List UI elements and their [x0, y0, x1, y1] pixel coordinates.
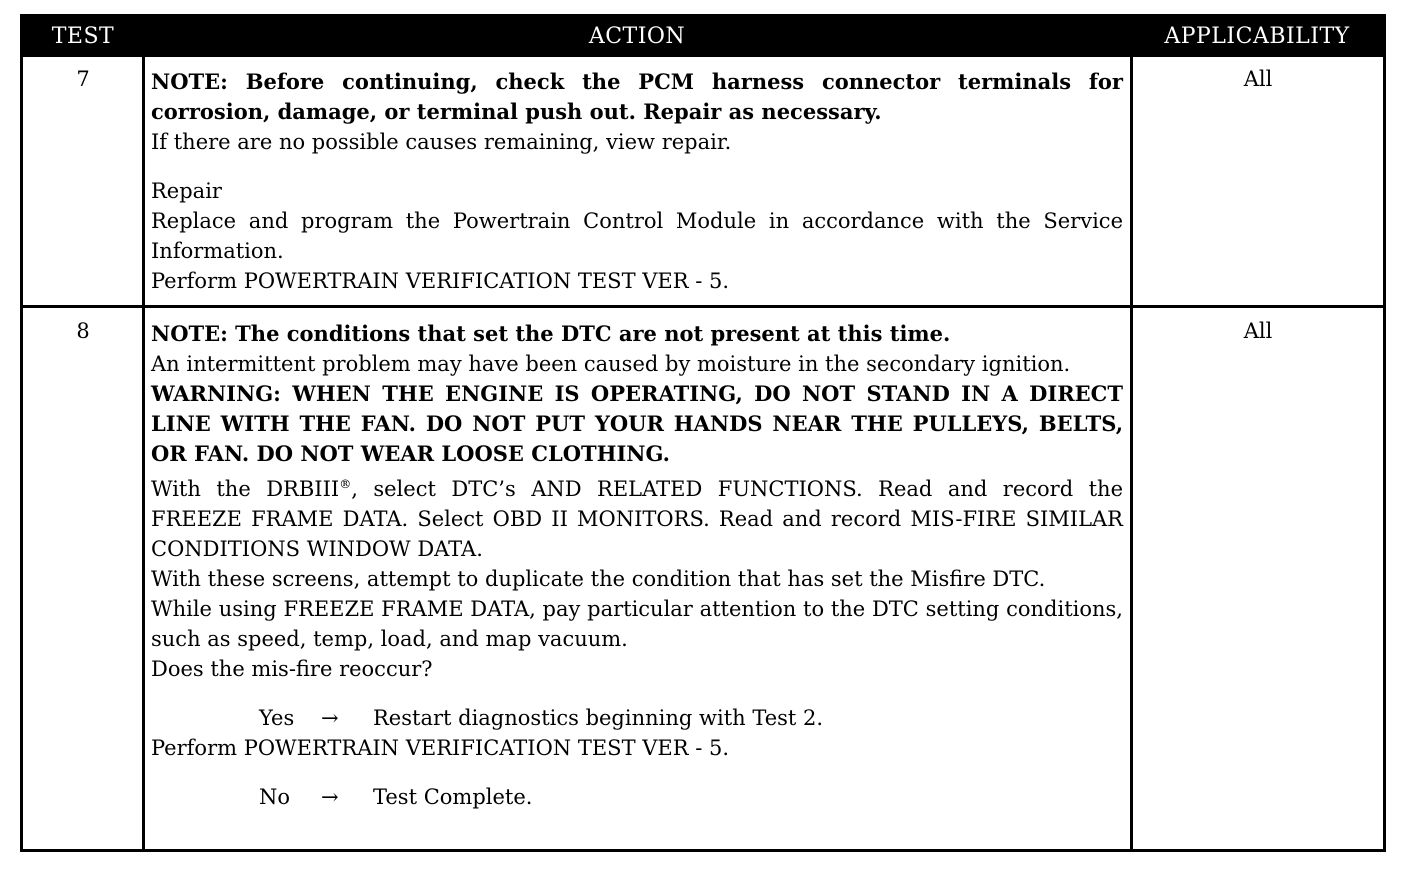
arrow-icon: →: [321, 785, 339, 809]
instruction-text: If there are no possible causes remaining, view repair.: [151, 130, 732, 154]
action-cell-7: [151, 67, 1123, 296]
column-divider: [142, 57, 145, 849]
warning-text: WARNING: WHEN THE ENGINE IS OPERATING, DO NOT STAND IN A DIRECT LINE WITH THE FAN. DO NOT PUT YOUR HANDS NEAR THE PULLEYS, BELTS, OR FAN. DO NOT WEAR LOOSE CLOTHING.: [151, 381, 1123, 466]
table-header: [23, 17, 1383, 57]
instruction-text: An intermittent problem may have been caused by moisture in the secondary ignition.: [151, 352, 1071, 376]
instruction-text: While using FREEZE FRAME DATA, pay particular attention to the DTC setting conditions, such as speed, temp, load, and map vacuum.: [151, 597, 1123, 651]
instruction-text: With these screens, attempt to duplicate the condition that has set the Misfire DTC.: [151, 567, 1046, 591]
no-label: No: [259, 785, 291, 809]
answer-no: [151, 782, 1123, 812]
header-test: TEST: [51, 24, 115, 49]
repair-verify-text: Perform POWERTRAIN VERIFICATION TEST VER - 5.: [151, 269, 730, 293]
action-cell-8: [151, 319, 1123, 812]
header-applicability: APPLICABILITY: [1164, 24, 1350, 49]
header-action: ACTION: [588, 24, 686, 49]
registered-mark: ®: [339, 477, 352, 491]
diagnostic-table: [20, 14, 1386, 852]
applicability-7: All: [1243, 67, 1273, 91]
row-divider: [23, 305, 1383, 308]
test-number-8: 8: [76, 319, 90, 343]
yes-verify-text: Perform POWERTRAIN VERIFICATION TEST VER - 5.: [151, 736, 730, 760]
applicability-8: All: [1243, 319, 1273, 343]
instruction-text: With the DRBIII®, select DTC’s AND RELATED FUNCTIONS. Read and record the FREEZE FRAME DATA. Select OBD II MONITORS. Read and record MIS-FIRE SIMILAR CONDITIONS WINDOW DATA.: [151, 477, 1124, 561]
answer-yes: [151, 703, 1123, 733]
test-number-7: 7: [76, 67, 90, 91]
question-text: Does the mis-fire reoccur?: [151, 657, 433, 681]
repair-text: Replace and program the Powertrain Control Module in accordance with the Service Information.: [151, 209, 1123, 263]
no-text: Test Complete.: [373, 785, 533, 809]
note-text: NOTE: Before continuing, check the PCM harness connector terminals for corrosion, damage, or terminal push out. Repair as necessary.: [151, 69, 1123, 124]
yes-label: Yes: [259, 706, 295, 730]
column-divider: [1130, 57, 1133, 849]
repair-label: Repair: [151, 179, 222, 203]
note-text: NOTE: The conditions that set the DTC are not present at this time.: [151, 321, 951, 346]
arrow-icon: →: [321, 706, 339, 730]
yes-text: Restart diagnostics beginning with Test 2.: [373, 706, 824, 730]
